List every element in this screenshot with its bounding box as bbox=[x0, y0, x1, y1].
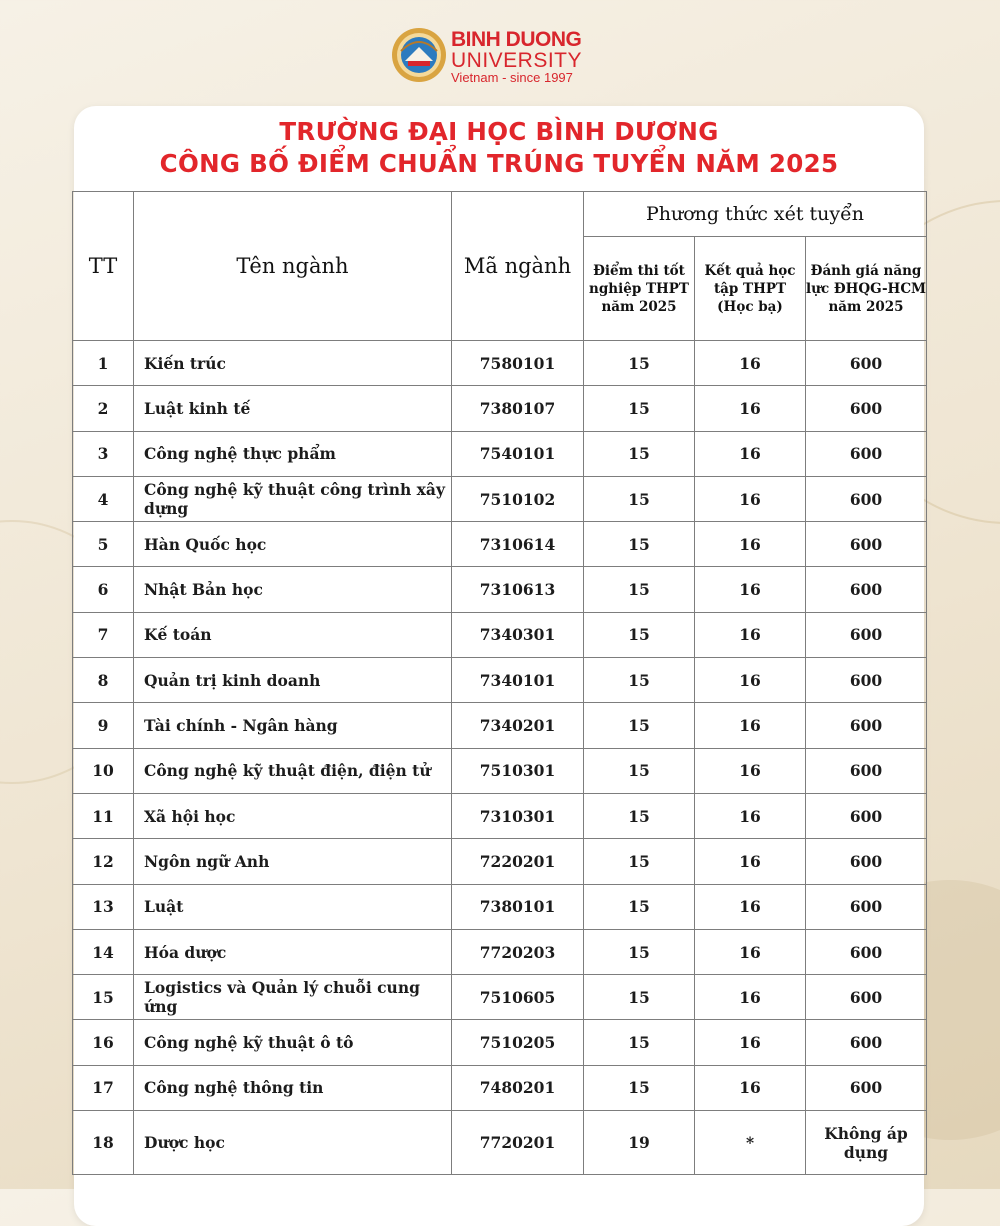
score-transcript: 16 bbox=[695, 476, 806, 521]
table-row bbox=[73, 612, 927, 657]
title-line-2: CÔNG BỐ ĐIỂM CHUẨN TRÚNG TUYỂN NĂM 2025 bbox=[159, 149, 839, 178]
program-name: Ngôn ngữ Anh bbox=[134, 839, 452, 884]
table-row bbox=[73, 476, 927, 521]
admission-scores-table bbox=[72, 191, 927, 1175]
score-aptitude: 600 bbox=[806, 1020, 927, 1065]
score-aptitude: 600 bbox=[806, 839, 927, 884]
row-number: 9 bbox=[73, 703, 134, 748]
row-number: 7 bbox=[73, 612, 134, 657]
score-exam: 15 bbox=[584, 386, 695, 431]
score-transcript: 16 bbox=[695, 703, 806, 748]
table-row bbox=[73, 884, 927, 929]
score-exam: 15 bbox=[584, 522, 695, 567]
score-transcript: 16 bbox=[695, 748, 806, 793]
row-number: 6 bbox=[73, 567, 134, 612]
program-code: 7310301 bbox=[452, 793, 584, 838]
table-row bbox=[73, 703, 927, 748]
row-number: 16 bbox=[73, 1020, 134, 1065]
university-seal-icon bbox=[391, 27, 447, 83]
table-row bbox=[73, 1065, 927, 1110]
program-code: 7220201 bbox=[452, 839, 584, 884]
program-name: Dược học bbox=[134, 1111, 452, 1175]
row-number: 8 bbox=[73, 658, 134, 703]
score-transcript: 16 bbox=[695, 386, 806, 431]
score-exam: 19 bbox=[584, 1111, 695, 1175]
row-number: 10 bbox=[73, 748, 134, 793]
table-row bbox=[73, 793, 927, 838]
score-exam: 15 bbox=[584, 431, 695, 476]
row-number: 3 bbox=[73, 431, 134, 476]
program-name: Tài chính - Ngân hàng bbox=[134, 703, 452, 748]
university-logo bbox=[391, 27, 591, 87]
score-aptitude: 600 bbox=[806, 658, 927, 703]
header-name: Tên ngành bbox=[134, 192, 452, 341]
score-aptitude: 600 bbox=[806, 975, 927, 1020]
score-exam: 15 bbox=[584, 341, 695, 386]
score-exam: 15 bbox=[584, 658, 695, 703]
score-transcript: 16 bbox=[695, 522, 806, 567]
program-name: Kế toán bbox=[134, 612, 452, 657]
score-exam: 15 bbox=[584, 793, 695, 838]
program-code: 7340201 bbox=[452, 703, 584, 748]
score-exam: 15 bbox=[584, 1020, 695, 1065]
program-code: 7380107 bbox=[452, 386, 584, 431]
program-code: 7480201 bbox=[452, 1065, 584, 1110]
title-line-1: TRƯỜNG ĐẠI HỌC BÌNH DƯƠNG bbox=[279, 117, 719, 146]
row-number: 11 bbox=[73, 793, 134, 838]
program-code: 7510605 bbox=[452, 975, 584, 1020]
score-aptitude: 600 bbox=[806, 431, 927, 476]
program-name: Hóa dược bbox=[134, 929, 452, 974]
logo-line-2: UNIVERSITY bbox=[451, 49, 583, 72]
row-number: 13 bbox=[73, 884, 134, 929]
row-number: 17 bbox=[73, 1065, 134, 1110]
table-row bbox=[73, 748, 927, 793]
table-row bbox=[73, 386, 927, 431]
program-name: Nhật Bản học bbox=[134, 567, 452, 612]
header-method-exam: Điểm thi tốt nghiệp THPT năm 2025 bbox=[584, 237, 695, 341]
program-code: 7510301 bbox=[452, 748, 584, 793]
row-number: 18 bbox=[73, 1111, 134, 1175]
page-title bbox=[74, 116, 924, 180]
program-code: 7720203 bbox=[452, 929, 584, 974]
table-row bbox=[73, 975, 927, 1020]
score-transcript: 16 bbox=[695, 431, 806, 476]
logo-line-1: BINH DUONG bbox=[451, 28, 582, 51]
table-row bbox=[73, 341, 927, 386]
program-code: 7310613 bbox=[452, 567, 584, 612]
program-name: Công nghệ kỹ thuật điện, điện tử bbox=[134, 748, 452, 793]
score-aptitude: 600 bbox=[806, 1065, 927, 1110]
program-name: Logistics và Quản lý chuỗi cung ứng bbox=[134, 975, 452, 1020]
score-transcript: 16 bbox=[695, 929, 806, 974]
row-number: 2 bbox=[73, 386, 134, 431]
row-number: 5 bbox=[73, 522, 134, 567]
score-transcript: 16 bbox=[695, 658, 806, 703]
program-code: 7510205 bbox=[452, 1020, 584, 1065]
score-exam: 15 bbox=[584, 703, 695, 748]
program-code: 7340301 bbox=[452, 612, 584, 657]
header-method-transcript: Kết quả học tập THPT (Học bạ) bbox=[695, 237, 806, 341]
score-transcript: 16 bbox=[695, 839, 806, 884]
score-aptitude: 600 bbox=[806, 884, 927, 929]
program-code: 7380101 bbox=[452, 884, 584, 929]
program-code: 7580101 bbox=[452, 341, 584, 386]
table-row bbox=[73, 929, 927, 974]
score-exam: 15 bbox=[584, 748, 695, 793]
score-aptitude: 600 bbox=[806, 612, 927, 657]
table-row bbox=[73, 1020, 927, 1065]
score-aptitude: 600 bbox=[806, 522, 927, 567]
header-method-aptitude: Đánh giá năng lực ĐHQG-HCM năm 2025 bbox=[806, 237, 927, 341]
table-row bbox=[73, 431, 927, 476]
score-exam: 15 bbox=[584, 929, 695, 974]
score-aptitude: 600 bbox=[806, 386, 927, 431]
score-transcript: 16 bbox=[695, 1020, 806, 1065]
header-tt: TT bbox=[73, 192, 134, 341]
row-number: 1 bbox=[73, 341, 134, 386]
program-code: 7720201 bbox=[452, 1111, 584, 1175]
score-exam: 15 bbox=[584, 612, 695, 657]
row-number: 14 bbox=[73, 929, 134, 974]
program-code: 7340101 bbox=[452, 658, 584, 703]
score-aptitude: 600 bbox=[806, 567, 927, 612]
score-transcript: 16 bbox=[695, 612, 806, 657]
header-code: Mã ngành bbox=[452, 192, 584, 341]
row-number: 4 bbox=[73, 476, 134, 521]
score-transcript: 16 bbox=[695, 975, 806, 1020]
table-row bbox=[73, 839, 927, 884]
program-name: Công nghệ kỹ thuật công trình xây dựng bbox=[134, 476, 452, 521]
score-aptitude: 600 bbox=[806, 341, 927, 386]
score-transcript: * bbox=[695, 1111, 806, 1175]
program-name: Quản trị kinh doanh bbox=[134, 658, 452, 703]
program-name: Luật kinh tế bbox=[134, 386, 452, 431]
program-name: Luật bbox=[134, 884, 452, 929]
score-transcript: 16 bbox=[695, 1065, 806, 1110]
row-number: 15 bbox=[73, 975, 134, 1020]
logo-line-3: Vietnam - since 1997 bbox=[451, 70, 573, 85]
score-transcript: 16 bbox=[695, 341, 806, 386]
score-exam: 15 bbox=[584, 975, 695, 1020]
table-row bbox=[73, 567, 927, 612]
score-aptitude: 600 bbox=[806, 476, 927, 521]
program-name: Hàn Quốc học bbox=[134, 522, 452, 567]
score-exam: 15 bbox=[584, 567, 695, 612]
score-exam: 15 bbox=[584, 1065, 695, 1110]
table-row bbox=[73, 1111, 927, 1175]
score-exam: 15 bbox=[584, 839, 695, 884]
program-name: Công nghệ kỹ thuật ô tô bbox=[134, 1020, 452, 1065]
program-name: Công nghệ thông tin bbox=[134, 1065, 452, 1110]
row-number: 12 bbox=[73, 839, 134, 884]
header-methods: Phương thức xét tuyển bbox=[584, 192, 927, 237]
program-name: Kiến trúc bbox=[134, 341, 452, 386]
score-aptitude: 600 bbox=[806, 929, 927, 974]
table-row bbox=[73, 658, 927, 703]
score-exam: 15 bbox=[584, 884, 695, 929]
table-row bbox=[73, 522, 927, 567]
program-name: Xã hội học bbox=[134, 793, 452, 838]
score-aptitude: Không áp dụng bbox=[806, 1111, 927, 1175]
score-aptitude: 600 bbox=[806, 703, 927, 748]
program-code: 7510102 bbox=[452, 476, 584, 521]
program-name: Công nghệ thực phẩm bbox=[134, 431, 452, 476]
score-transcript: 16 bbox=[695, 884, 806, 929]
score-transcript: 16 bbox=[695, 793, 806, 838]
score-transcript: 16 bbox=[695, 567, 806, 612]
program-code: 7540101 bbox=[452, 431, 584, 476]
score-aptitude: 600 bbox=[806, 793, 927, 838]
program-code: 7310614 bbox=[452, 522, 584, 567]
score-aptitude: 600 bbox=[806, 748, 927, 793]
score-exam: 15 bbox=[584, 476, 695, 521]
